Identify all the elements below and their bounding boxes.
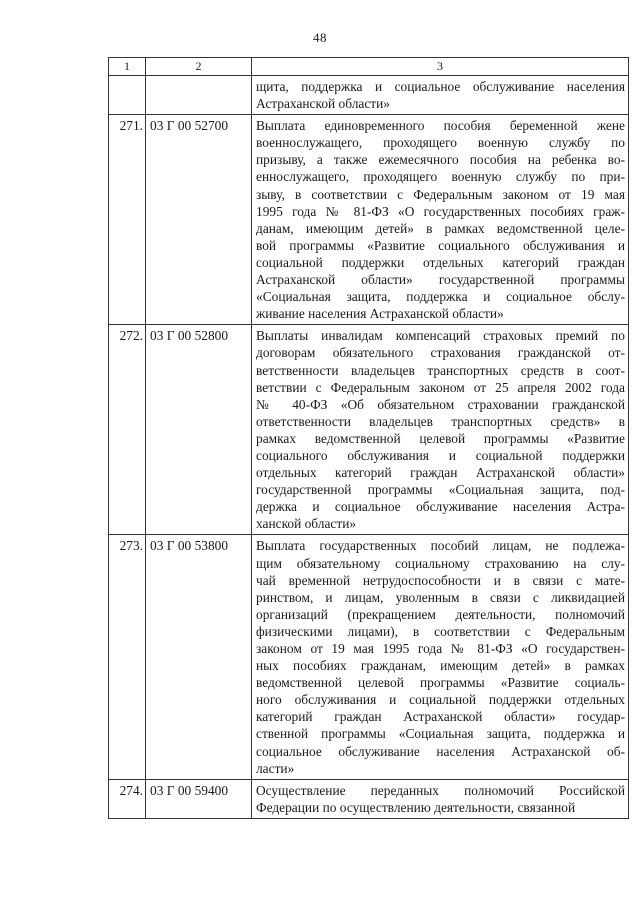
table-header-row — [109, 58, 629, 76]
classification-code: 03 Г 00 59400 — [146, 779, 252, 818]
description-line: договорам обязательного страхования гражданской от- — [256, 345, 625, 361]
description-line: Астраханской области» — [256, 96, 390, 112]
expense-description — [252, 779, 629, 818]
description-line: военнослужащего, проходящего военную службу по — [256, 135, 625, 151]
description-line: ных пособиях гражданам, имеющим детей» в рамках — [256, 658, 625, 674]
description-line: вой программы «Развитие социального обслуживания и — [256, 237, 625, 253]
table-row-continuation — [109, 76, 629, 115]
description-line: щита, поддержка и социальное обслуживание населения — [256, 79, 625, 94]
table-row — [109, 779, 629, 818]
description-line: законом от 19 мая 1995 года № 81-ФЗ «О государствен- — [256, 641, 625, 656]
description-line: Федерации по осуществлению деятельности, связанной — [256, 799, 576, 815]
table-row — [109, 535, 629, 779]
row-number: 274. — [109, 779, 146, 818]
description-line: «Социальная защита, поддержка и социальное обслу- — [256, 289, 625, 305]
description-line: ласти» — [256, 760, 295, 776]
row-number — [109, 76, 146, 115]
description-line: щим обязательному социальному страхованию на слу- — [256, 555, 625, 571]
column-header-2: 2 — [146, 58, 252, 76]
expense-description — [252, 115, 629, 325]
description-line: ственной программы «Социальная защита, поддержка и — [256, 726, 625, 742]
expense-description — [252, 535, 629, 779]
row-number: 273. — [109, 535, 146, 779]
description-line: социальное обслуживание населения Астраханской об- — [256, 743, 625, 759]
description-line: социальной поддержки отдельных категорий граждан — [256, 254, 625, 270]
description-line: ханской области» — [256, 516, 357, 532]
budget-classification-table — [108, 57, 629, 819]
description-line: живание населения Астраханской области» — [256, 306, 504, 322]
description-line: держка и социальное обслуживание населения Астра- — [256, 499, 625, 515]
classification-code: 03 Г 00 53800 — [146, 535, 252, 779]
description-line: еннослужащего, проходящего военную службу по при- — [256, 169, 625, 185]
classification-code — [146, 76, 252, 115]
column-header-1: 1 — [109, 58, 146, 76]
classification-code: 03 Г 00 52800 — [146, 325, 252, 535]
description-line: ответственности владельцев транспортных средств» в — [256, 413, 625, 429]
description-line: физическими лицами), в соответствии с Федеральным — [256, 623, 625, 639]
description-line: отдельных категорий граждан Астраханской области» — [256, 465, 625, 481]
expense-description — [252, 76, 629, 115]
table-row — [109, 325, 629, 535]
description-line: социального обслуживания и социальной поддержки — [256, 447, 625, 463]
page-number: 48 — [313, 30, 327, 45]
description-line: зыву, в соответствии с Федеральным законом от 19 мая — [256, 186, 625, 202]
description-line: государственной программы «Социальная защита, под- — [256, 482, 625, 498]
description-line: ринством, и лицам, уволенным в связи с ликвидацией — [256, 589, 625, 605]
description-line: Осуществление переданных полномочий Российской — [256, 782, 625, 798]
description-line: чай временной нетрудоспособности и в связи с мате- — [256, 572, 625, 588]
expense-description — [252, 325, 629, 535]
description-line: Астраханской области» государственной программы — [256, 272, 625, 288]
description-line: Выплата единовременного пособия беременной жене — [256, 118, 625, 134]
description-line: призыву, а также ежемесячного пособия на ребенка во- — [256, 152, 625, 168]
description-line: организаций (прекращением деятельности, полномочий — [256, 606, 625, 622]
description-line: данам, имеющим детей» в рамках ведомственной целе- — [256, 220, 625, 236]
row-number: 271. — [109, 115, 146, 325]
description-line: ного обслуживания и социальной поддержки отдельных — [256, 692, 625, 708]
description-line: № 40-ФЗ «Об обязательном страховании гражданской — [256, 396, 625, 412]
description-line: ветственности владельцев транспортных средств в соот- — [256, 362, 625, 378]
description-line: ветствии с Федеральным законом от 25 апреля 2002 года — [256, 379, 625, 395]
description-line: рамках ведомственной целевой программы «Развитие — [256, 430, 625, 446]
description-line: Выплаты инвалидам компенсаций страховых премий по — [256, 328, 625, 344]
column-header-3: 3 — [252, 58, 629, 76]
description-line: категорий граждан Астраханской области» государ- — [256, 709, 625, 725]
description-line: 1995 года № 81-ФЗ «О государственных пособиях граж- — [256, 203, 625, 219]
description-line: Выплата государственных пособий лицам, не подлежа- — [256, 538, 625, 554]
table-row — [109, 115, 629, 325]
row-number: 272. — [109, 325, 146, 535]
description-line: ведомственной целевой программы «Развитие социаль- — [256, 675, 625, 691]
classification-code: 03 Г 00 52700 — [146, 115, 252, 325]
